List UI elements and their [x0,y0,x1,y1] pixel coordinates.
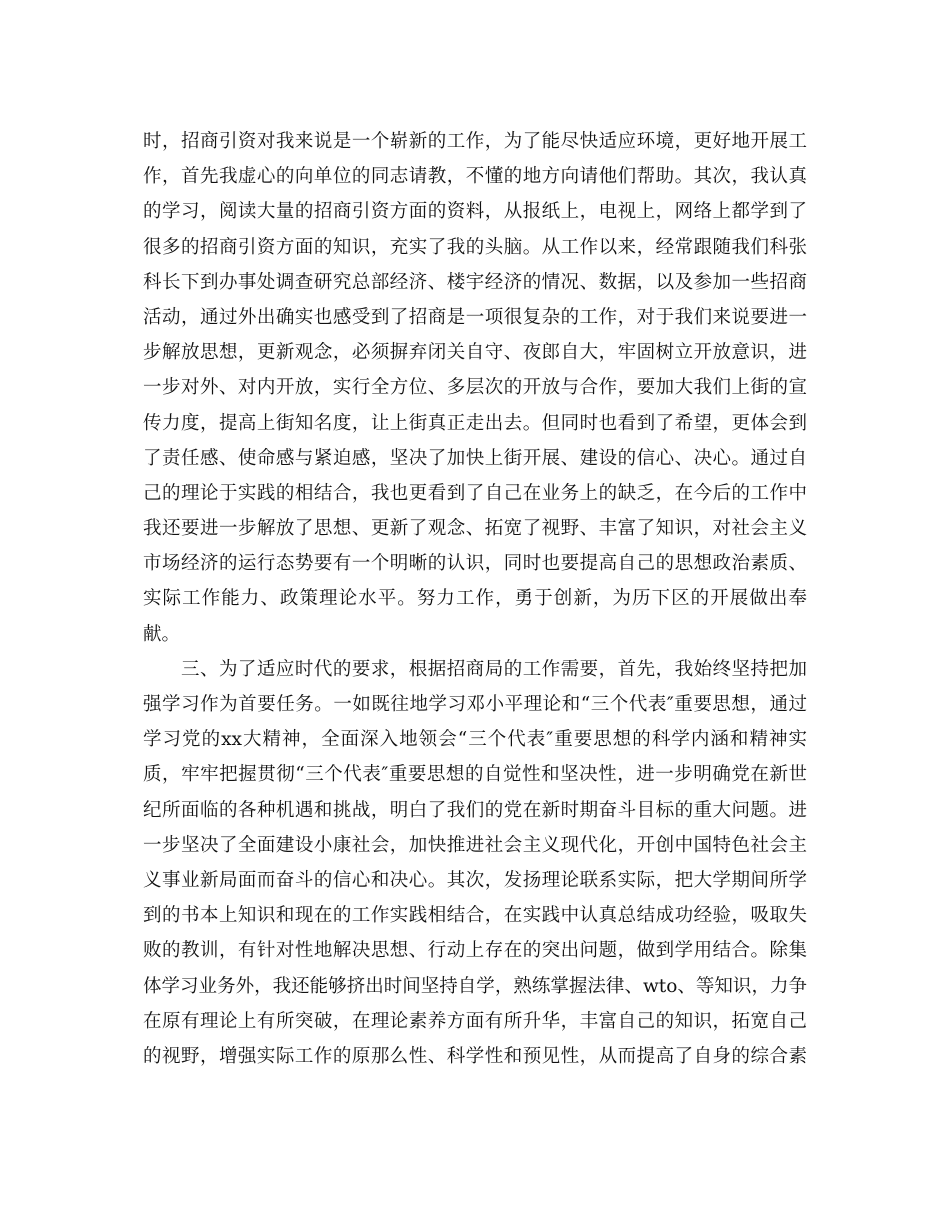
text-line: 传力度，提高上街知名度，让上街真正走出去。但同时也看到了希望，更体会到 [143,412,807,434]
text-line: 己的理论于实践的相结合，我也更看到了自己在业务上的缺乏，在今后的工作中 [143,482,807,504]
text-line: 时，招商引资对我来说是一个崭新的工作，为了能尽快适应环境，更好地开展工 [143,131,807,152]
body-text [143,124,807,1074]
text-line: 体学习业务外，我还能够挤出时间坚持自学，熟练掌握法律、wto、等知识，力争 [143,975,807,997]
text-line: 市场经济的运行态势要有一个明晰的认识，同时也要提高自己的思想政治素质、 [143,553,807,575]
text-line: 步解放思想，更新观念，必须摒弃闭关自守、夜郎自大，牢固树立开放意识，进 [143,342,807,364]
text-line: 纪所面临的各种机遇和挑战，明白了我们的党在新时期奋斗目标的重大问题。进 [143,799,807,821]
text-line: 作，首先我虚心的向单位的同志请教，不懂的地方向请他们帮助。其次，我认真 [143,166,807,188]
text-line: 一步对外、对内开放，实行全方位、多层次的开放与合作，要加大我们上街的宣 [143,377,807,399]
paragraph-2 [143,652,807,1074]
text-line: 质，牢牢把握贯彻“三个代表″重要思想的自觉性和坚决性，进一步明确党在新世 [143,764,807,786]
text-line: 的视野，增强实际工作的原那么性、科学性和预见性，从而提高了自身的综合素 [143,1045,807,1067]
text-line: 到的书本上知识和现在的工作实践相结合，在实践中认真总结成功经验，吸取失 [143,905,807,927]
text-line: 三、为了适应时代的要求，根据招商局的工作需要，首先，我始终坚持把加 [143,658,807,680]
text-line: 我还要进一步解放了思想、更新了观念、拓宽了视野、丰富了知识，对社会主义 [143,518,807,540]
paragraph-1 [143,124,807,652]
text-line: 在原有理论上有所突破，在理论素养方面有所升华，丰富自己的知识，拓宽自己 [143,1010,807,1032]
text-line: 科长下到办事处调查研究总部经济、楼宇经济的情况、数据，以及参加一些招商 [143,271,807,293]
text-line: 献。 [143,623,181,645]
text-line: 败的教训，有针对性地解决思想、行动上存在的突出问题，做到学用结合。除集 [143,940,807,962]
text-line: 强学习作为首要任务。一如既往地学习邓小平理论和“三个代表″重要思想，通过 [143,694,807,715]
text-line: 实际工作能力、政策理论水平。努力工作，勇于创新，为历下区的开展做出奉 [143,588,807,610]
text-line: 活动，通过外出确实也感受到了招商是一项很复杂的工作，对于我们来说要进一 [143,306,807,328]
text-line: 的学习，阅读大量的招商引资方面的资料，从报纸上，电视上，网络上都学到了 [143,201,807,223]
text-line: 很多的招商引资方面的知识，充实了我的头脑。从工作以来，经常跟随我们科张 [143,236,807,258]
text-line: 一步坚决了全面建设小康社会，加快推进社会主义现代化，开创中国特色社会主 [143,834,807,856]
text-line: 了责任感、使命感与紧迫感，坚决了加快上街开展、建设的信心、决心。通过自 [143,447,807,469]
text-line: 学习党的xx大精神，全面深入地领会“三个代表″重要思想的科学内涵和精神实 [143,729,807,751]
text-line: 义事业新局面而奋斗的信心和决心。其次，发扬理论联系实际，把大学期间所学 [143,869,807,891]
